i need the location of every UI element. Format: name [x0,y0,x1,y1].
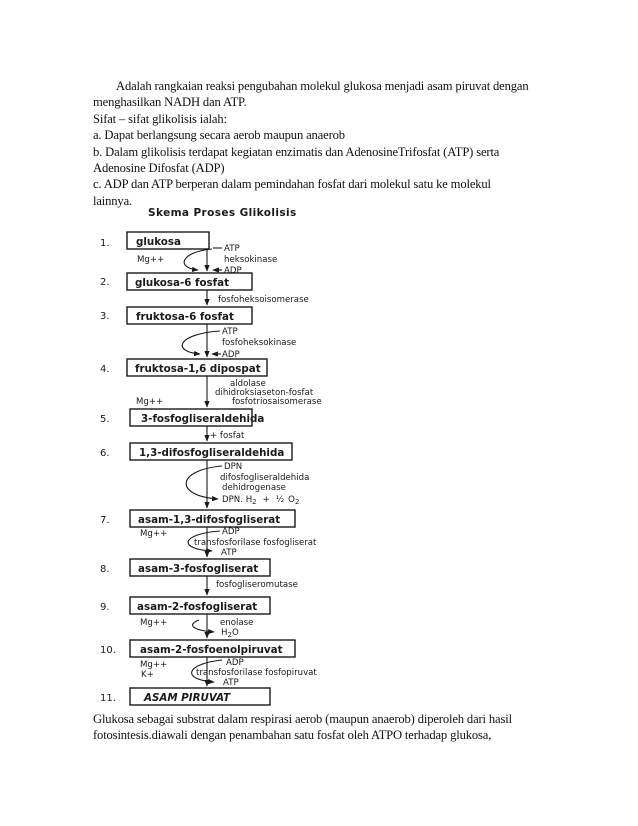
intro-line: lainnya. [93,193,133,208]
cofactor-label: K+ [141,670,154,680]
atp-label: ATP [221,548,237,558]
transition-10 [140,657,317,688]
step-label: fruktosa-6 fosfat [136,311,234,323]
enzyme-label: fosfogliseromutase [216,580,298,590]
enzyme-label: transfosforilase fosfopiruvat [196,668,317,678]
step-5 [100,409,264,426]
step-9 [100,597,270,614]
step-label: glukosa-6 fosfat [135,277,230,289]
transition-6 [186,460,309,508]
subscript: 2 [227,631,232,639]
atp-label: ATP [224,244,240,254]
cofactor-arrow [186,466,222,499]
enzyme-label: enolase [220,618,254,628]
transition-5 [207,426,245,441]
intro-line: a. Dapat berlangsung secara aerob maupun anaerob [93,128,345,143]
enzyme-label: dehidrogenase [222,483,286,493]
step-number: 5. [100,414,110,425]
cofactor-arrow [184,249,212,270]
step-11 [100,688,270,705]
enzyme-label: transfosforilase fosfogliserat [194,538,317,548]
step-number: 1. [100,238,110,249]
step-number: 10. [100,645,116,656]
intro-line: c. ADP dan ATP berperan dalam pemindahan fosfat dari molekul satu ke molekul [93,177,491,192]
transition-4 [136,376,322,407]
step-number: 8. [100,564,110,575]
step-label: fruktosa-1,6 dipospat [135,363,261,375]
step-1 [100,232,209,249]
reagent-label: + fosfat [210,431,245,441]
subscript: 2 [294,498,300,506]
cofactor-label: Mg++ [140,618,168,628]
enzyme-label: difosfogliseraldehida [220,473,310,483]
step-4 [100,359,267,376]
step-number: 3. [100,311,110,322]
product-label [222,495,299,506]
dpnh-text: DPN. H [222,495,253,505]
step-number: 2. [100,277,110,288]
step-3 [100,307,252,324]
cofactor-label: Mg++ [140,529,168,539]
atp-label: ATP [222,327,238,337]
transition-8 [207,576,298,595]
step-8 [100,559,270,576]
subscript: 2 [252,498,257,506]
cofactor-label: Mg++ [140,660,168,670]
transition-3 [182,324,296,360]
step-number: 9. [100,602,110,613]
transition-9 [140,614,253,639]
step-label: ASAM PIRUVAT [144,692,231,704]
transition-7 [140,527,317,558]
cofactor-arrow [182,331,220,354]
step-label: asam-3-fosfogliserat [138,563,259,575]
adp-label: ADP [226,658,244,668]
water-arrow [193,620,214,632]
step-label: asam-2-fosfogliserat [137,601,258,613]
step-label: 3-fosfogliseraldehida [141,413,265,425]
adp-label: ADP [222,527,240,537]
enzyme-label: fosfotriosaisomerase [232,397,322,407]
step-label: 1,3-difosfogliseraldehida [139,447,285,459]
adp-label: ADP [224,266,242,276]
atp-label: ATP [223,678,239,688]
cofactor-label: DPN [224,462,243,472]
step-label: asam-2-fosfoenolpiruvat [140,644,283,656]
step-number: 6. [100,448,110,459]
cofactor-label: Mg++ [136,397,164,407]
enzyme-label: fosfoheksoisomerase [218,295,309,305]
step-number: 7. [100,515,110,526]
step-number: 4. [100,364,110,375]
oxygen-text: O [288,495,295,505]
diagram-title: Skema Proses Glikolisis [148,207,297,219]
intro-line: Sifat – sifat glikolisis ialah: [93,111,227,126]
water-label [221,628,239,639]
oxygen-text: O [231,628,239,638]
adp-label: ADP [222,350,240,360]
hydrogen-text: H [221,628,228,638]
step-label: asam-1,3-difosfogliserat [138,514,281,526]
step-6 [100,443,292,460]
footer-line: Glukosa sebagai substrat dalam respirasi aerob (maupun anaerob) diperoleh dari hasil [93,712,512,726]
enzyme-label: heksokinase [224,255,278,265]
footer-line: fotosintesis.diawali dengan penambahan satu fosfat oleh ATPO terhadap glukosa, [93,728,492,743]
intro-line: Adalah rangkaian reaksi pengubahan molekul glukosa menjadi asam piruvat dengan [116,79,529,93]
half-text: ½ [275,495,285,505]
intro-line: b. Dalam glikolisis terdapat kegiatan enzimatis dan AdenosineTrifosfat (ATP) serta [93,144,500,159]
cofactor-label: Mg++ [137,255,165,265]
intro-line: menghasilkan NADH dan ATP. [93,95,247,110]
step-10 [100,640,295,657]
step-7 [100,510,295,527]
footer-paragraph [93,711,563,744]
enzyme-label: aldolase [230,379,266,389]
step-number: 11. [100,693,116,704]
intermediate-label: dihidroksiaseton-fosfat [215,388,314,398]
plus-text: + [262,495,270,505]
transition-2 [207,290,309,305]
enzyme-label: fosfoheksokinase [222,338,297,348]
intro-line: Adenosine Difosfat (ADP) [93,161,225,176]
step-label: glukosa [136,236,181,248]
